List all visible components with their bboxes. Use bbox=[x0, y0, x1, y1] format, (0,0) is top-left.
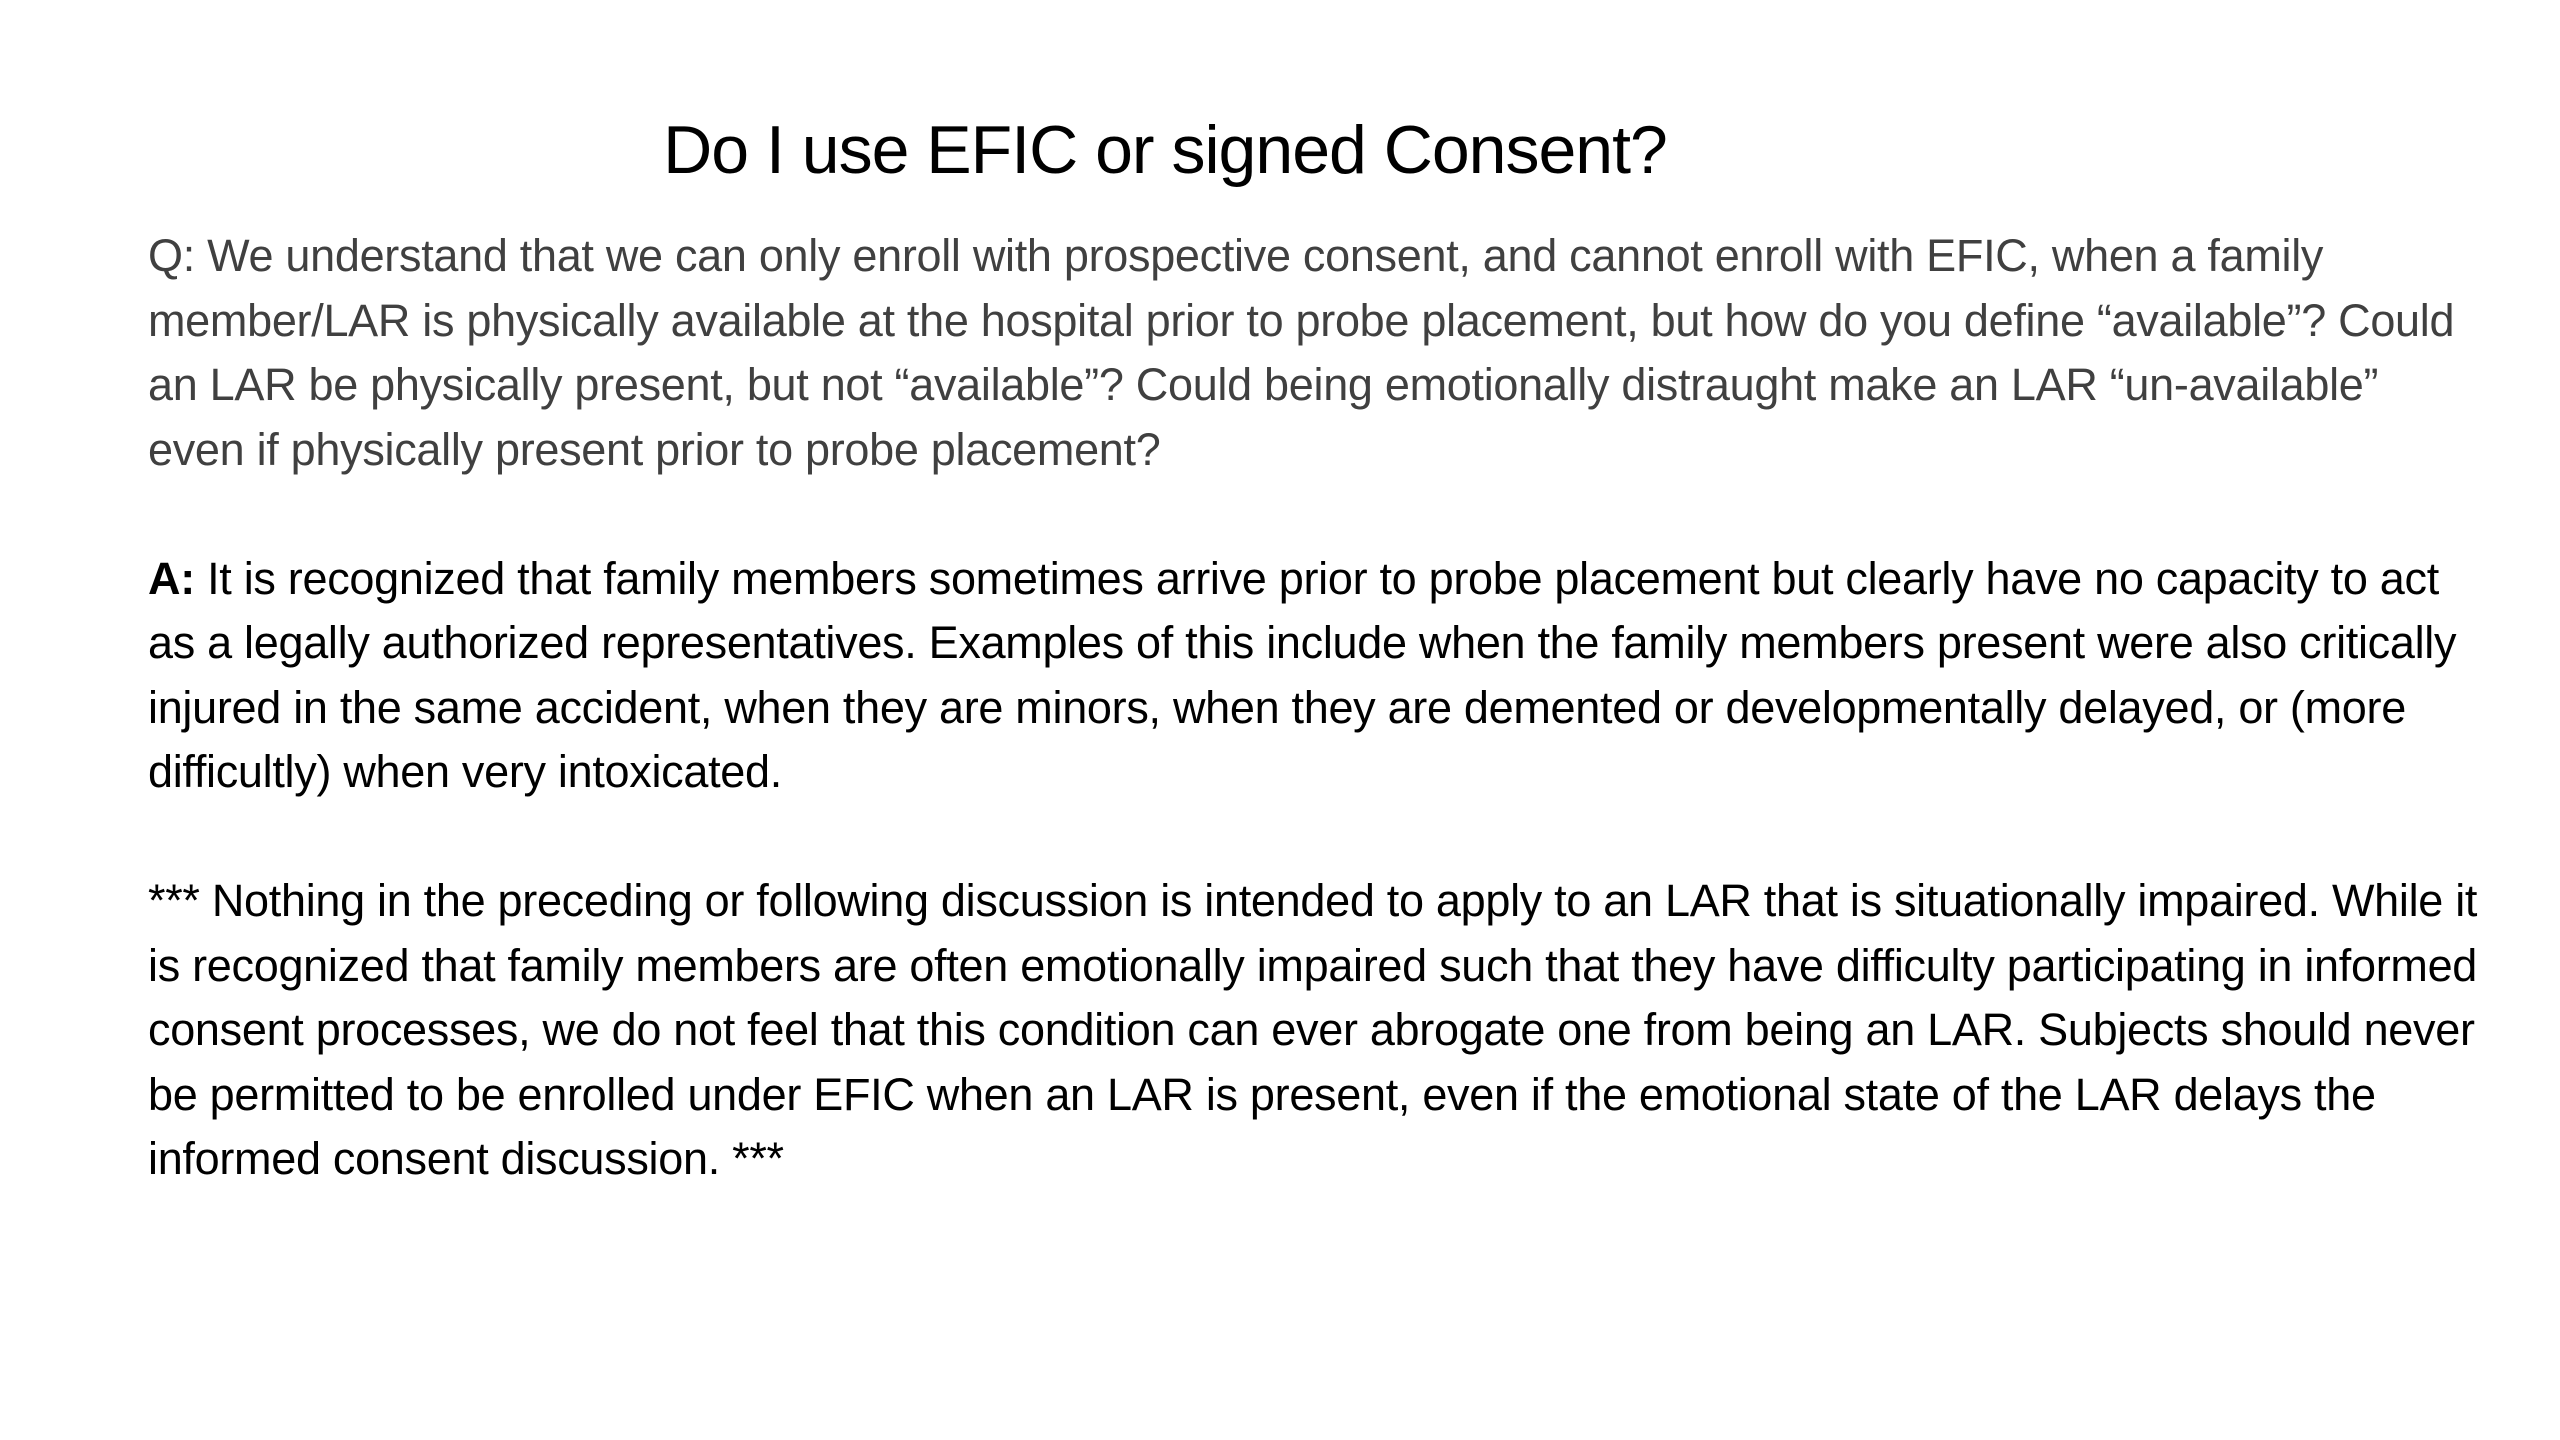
answer-label: A: bbox=[148, 552, 195, 604]
slide-body bbox=[148, 224, 2478, 1256]
answer-text: It is recognized that family members sometimes arrive prior to probe placement but clearly have no capacity to act as a legally authorized representatives. Examples of this include when the family members present were also critically injured in the same accident, when they are minors, when they are demented or developmentally delayed, or (more difficultly) when very intoxicated. bbox=[148, 552, 2457, 797]
answer-paragraph bbox=[148, 547, 2478, 805]
note-paragraph: *** Nothing in the preceding or following discussion is intended to apply to an LAR that is situationally impaired. While it is recognized that family members are often emotionally impaired such that they have difficulty participating in informed consent processes, we do not feel that this condition can ever abrogate one from being an LAR. Subjects should never be permitted to be enrolled under EFIC when an LAR is present, even if the emotional state of the LAR delays the informed consent discussion. *** bbox=[148, 875, 2478, 1184]
slide-title: Do I use EFIC or signed Consent? bbox=[663, 112, 1667, 188]
question-paragraph: Q: We understand that we can only enroll with prospective consent, and cannot enroll with EFIC, when a family member/LAR is physically available at the hospital prior to probe placement, but how do you define “available”? Could an LAR be physically present, but not “available”? Could being emotionally distraught make an LAR “un-available” even if physically present prior to probe placement? bbox=[148, 230, 2455, 475]
